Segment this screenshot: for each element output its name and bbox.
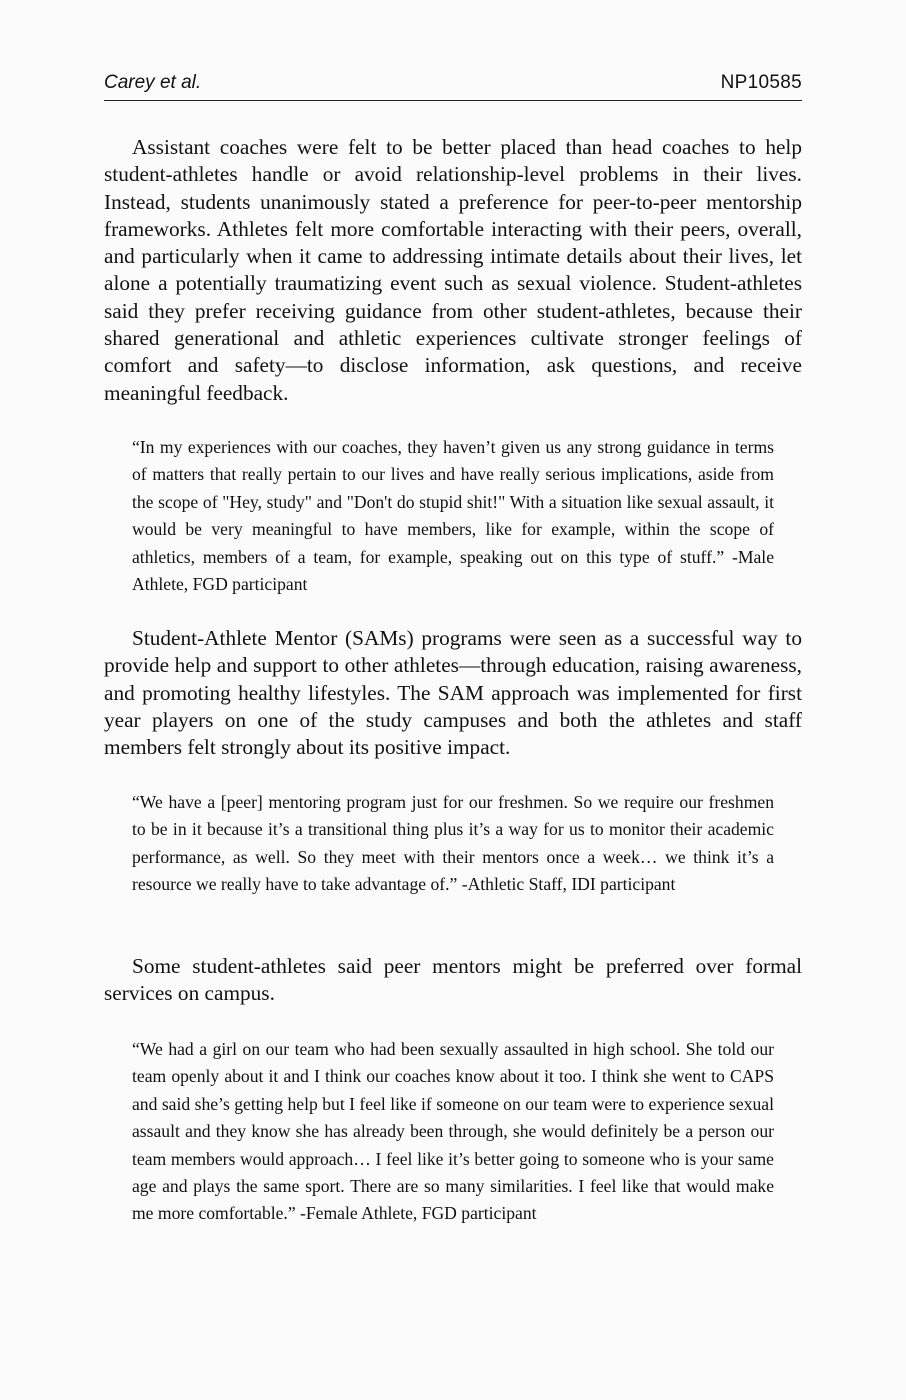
block-quote-3: “We had a girl on our team who had been sexually assaulted in high school. She told our team openly about it and I think our coaches know about it too. I think she went to CAPS and said she’s getting help but I feel like if someone on our team were to experience sexual assault and they know she has already been through, she would definitely be a person our team members would approach… I feel like it’s better going to someone who is your same age and plays the same sport. There are so many similarities. I feel like that would make me more comfortable.” -Female Athlete, FGD participant xyxy=(132,1039,774,1224)
body-paragraph-1: Assistant coaches were felt to be better placed than head coaches to help student-athletes handle or avoid relationship-level problems in their lives. Instead, students unanimously stated a preference for peer-to-peer mentorship frameworks. Athletes felt more comfortable interacting with their peers, overall, and particularly when it came to addressing intimate details about their lives, let alone a potentially traumatizing event such as sexual violence. Student-athletes said they prefer receiving guidance from other student-athletes, because their shared generational and athletic experiences cultivate stronger feelings of comfort and safety—to disclose information, ask questions, and receive meaningful feedback. xyxy=(104,135,802,405)
header-author: Carey et al. xyxy=(104,72,202,93)
block-quote-1: “In my experiences with our coaches, they haven’t given us any strong guidance in terms of matters that really pertain to our lives and have really serious implications, aside from the scope of "Hey, study" and "Don't do stupid shit!" With a situation like sexual assault, it would be very meaningful to have members, like for example, within the scope of athletics, members of a team, for example, speaking out on this type of stuff.” -Male Athlete, FGD participant xyxy=(132,437,774,595)
block-quote-2: “We have a [peer] mentoring program just for our freshmen. So we require our freshmen to be in it because it’s a transitional thing plus it’s a way for us to monitor their academic performance, as well. So they meet with their mentors once a week… we think it’s a resource we really have to take advantage of.” -Athletic Staff, IDI participant xyxy=(132,792,774,895)
body-paragraph-2: Student-Athlete Mentor (SAMs) programs were seen as a successful way to provide help and support to other athletes—through education, raising awareness, and promoting healthy lifestyles. The SAM approach was implemented for first year players on one of the study campuses and both the athletes and staff members felt strongly about its positive impact. xyxy=(104,626,802,760)
header-manuscript-id: NP10585 xyxy=(720,72,802,93)
running-header xyxy=(104,70,802,101)
body-paragraph-3: Some student-athletes said peer mentors might be preferred over formal services on campus. xyxy=(104,954,802,1006)
